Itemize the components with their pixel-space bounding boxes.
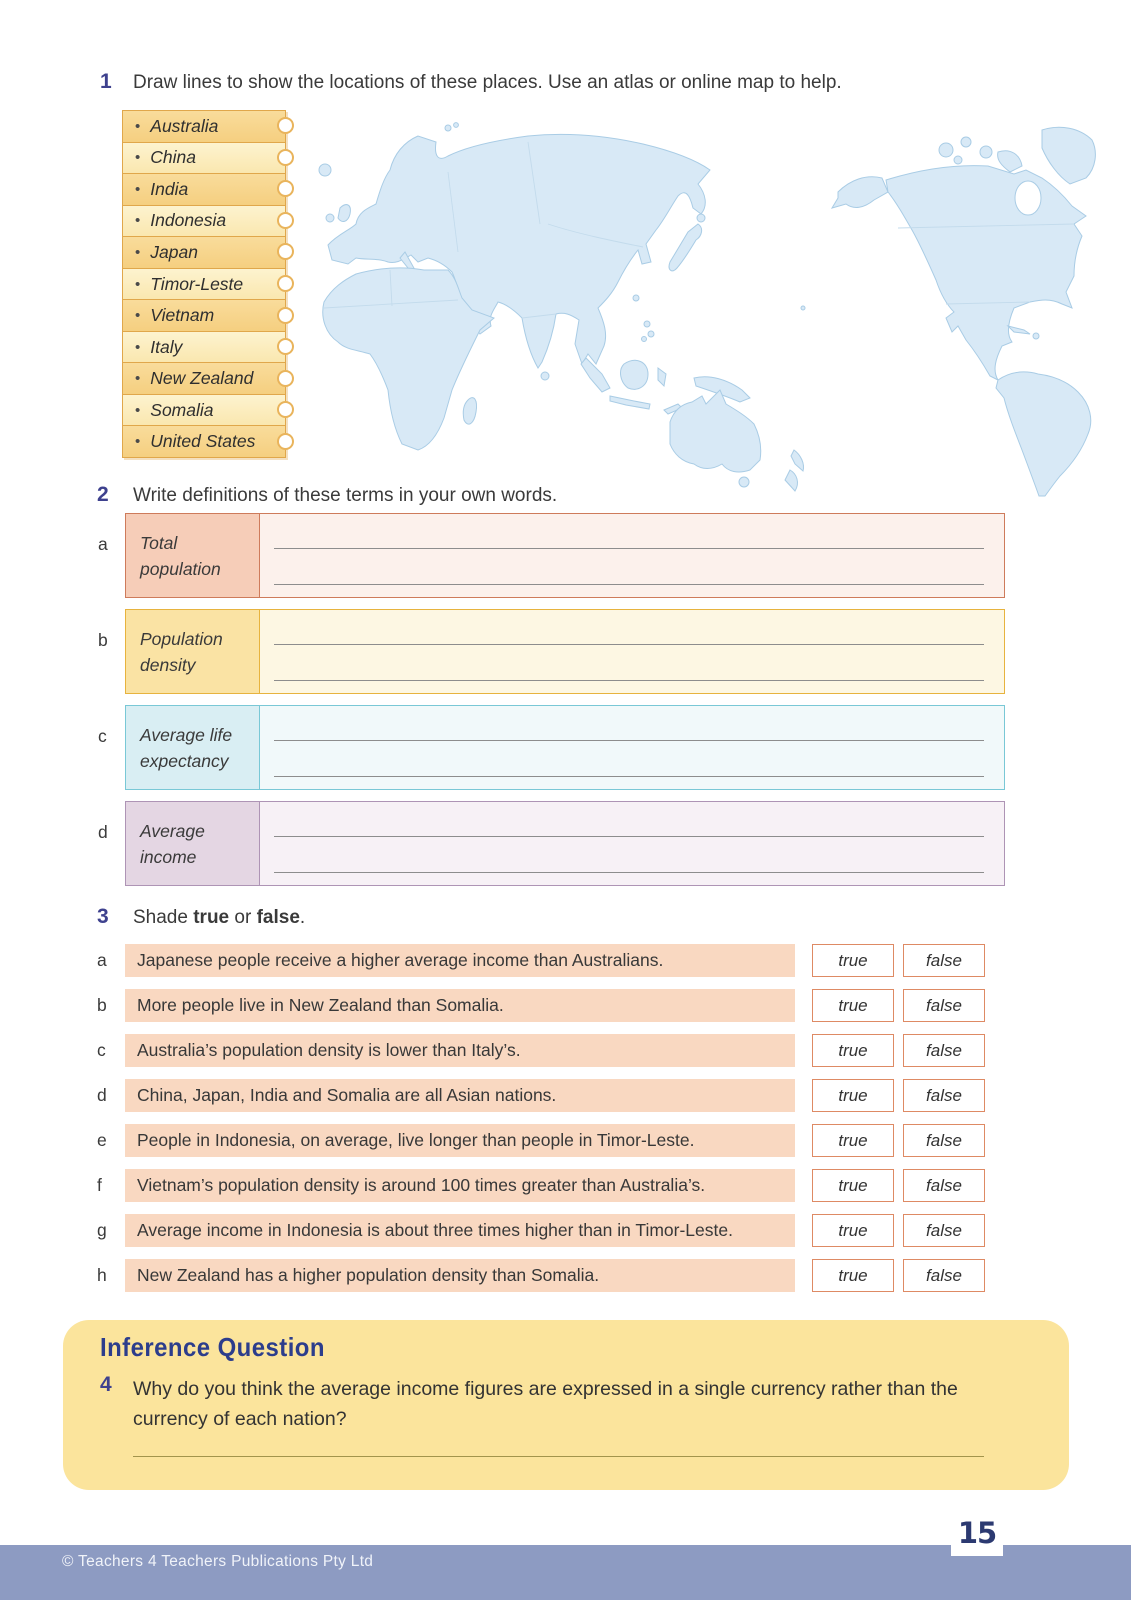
- connector-circle[interactable]: [277, 401, 294, 418]
- connector-circle[interactable]: [277, 370, 294, 387]
- definition-box-population-density: [98, 609, 1005, 694]
- places-list: [122, 110, 286, 458]
- page-number-tab: [951, 1511, 1003, 1556]
- false-button[interactable]: false: [903, 1169, 985, 1202]
- place-label: Australia: [150, 115, 219, 136]
- place-label: Vietnam: [150, 305, 215, 326]
- false-button[interactable]: false: [903, 989, 985, 1022]
- place-row[interactable]: [123, 332, 285, 364]
- statement-text: New Zealand has a higher population density than Somalia.: [125, 1259, 795, 1292]
- place-row[interactable]: [123, 269, 285, 301]
- statement-text: Australia’s population density is lower than Italy’s.: [125, 1034, 795, 1067]
- writing-line[interactable]: [274, 740, 984, 741]
- true-button[interactable]: true: [812, 944, 894, 977]
- copyright-text: © Teachers 4 Teachers Publications Pty Ltd: [62, 1553, 374, 1570]
- statement-row: [97, 1214, 985, 1247]
- definition-box-total-population: [98, 513, 1005, 598]
- definition-area: [260, 706, 1004, 789]
- definition-box-average-income: [98, 801, 1005, 886]
- inference-box: [63, 1320, 1069, 1490]
- true-button[interactable]: true: [812, 989, 894, 1022]
- true-button[interactable]: true: [812, 1169, 894, 1202]
- writing-line[interactable]: [274, 776, 984, 777]
- place-row[interactable]: [123, 143, 285, 175]
- bullet-icon: •: [135, 401, 141, 419]
- connector-circle[interactable]: [277, 307, 294, 324]
- page-number: 15: [957, 1516, 997, 1550]
- definition-box-life-expectancy: [98, 705, 1005, 790]
- true-button[interactable]: true: [812, 1079, 894, 1112]
- false-button[interactable]: false: [903, 944, 985, 977]
- statement-row: [97, 1034, 985, 1067]
- place-label: Somalia: [150, 399, 214, 420]
- definition-area: [260, 802, 1004, 885]
- footer-bar: [0, 1516, 1131, 1600]
- false-button[interactable]: false: [903, 1124, 985, 1157]
- item-letter: f: [97, 1175, 102, 1195]
- place-row[interactable]: [123, 111, 285, 143]
- place-row[interactable]: [123, 395, 285, 427]
- bullet-icon: •: [135, 433, 141, 451]
- place-label: Japan: [150, 241, 198, 262]
- place-label: United States: [150, 431, 256, 452]
- statement-text: Japanese people receive a higher average income than Australians.: [125, 944, 795, 977]
- true-button[interactable]: true: [812, 1124, 894, 1157]
- item-letter: c: [98, 726, 107, 746]
- item-letter: e: [97, 1130, 107, 1150]
- bullet-icon: •: [135, 338, 141, 356]
- connector-circle[interactable]: [277, 338, 294, 355]
- place-label: Indonesia: [150, 210, 227, 231]
- bullet-icon: •: [135, 117, 141, 135]
- inference-heading: Inference Question: [100, 1332, 325, 1362]
- item-letter: d: [98, 822, 108, 842]
- connector-circle[interactable]: [277, 180, 294, 197]
- connector-circle[interactable]: [277, 243, 294, 260]
- connector-circle[interactable]: [277, 117, 294, 134]
- writing-line[interactable]: [133, 1456, 984, 1457]
- item-letter: b: [97, 995, 107, 1015]
- item-letter: h: [97, 1265, 107, 1285]
- connector-circle[interactable]: [277, 275, 294, 292]
- bullet-icon: •: [135, 180, 141, 198]
- statement-text: Vietnam’s population density is around 100 times greater than Australia’s.: [125, 1169, 795, 1202]
- q4-prompt: Why do you think the average income figures are expressed in a single currency rather than the currency of each nation?: [133, 1378, 958, 1431]
- place-label: Timor-Leste: [150, 273, 244, 294]
- writing-line[interactable]: [274, 584, 984, 585]
- term-label: Average life expectancy: [126, 706, 260, 789]
- q2-prompt: Write definitions of these terms in your own words.: [133, 485, 558, 506]
- statement-row: [97, 1169, 985, 1202]
- writing-line[interactable]: [274, 872, 984, 873]
- q3-prompt: Shade true or false.: [133, 907, 306, 928]
- bullet-icon: •: [135, 243, 141, 261]
- statement-text: Average income in Indonesia is about three times higher than in Timor-Leste.: [125, 1214, 795, 1247]
- bullet-icon: •: [135, 370, 141, 388]
- writing-line[interactable]: [274, 548, 984, 549]
- statement-text: More people live in New Zealand than Somalia.: [125, 989, 795, 1022]
- true-button[interactable]: true: [812, 1259, 894, 1292]
- false-button[interactable]: false: [903, 1079, 985, 1112]
- statement-row: [97, 1124, 985, 1157]
- definition-area: [260, 610, 1004, 693]
- item-letter: g: [97, 1220, 107, 1240]
- statement-text: China, Japan, India and Somalia are all Asian nations.: [125, 1079, 795, 1112]
- item-letter: a: [98, 534, 108, 554]
- q2-number: 2: [97, 483, 109, 506]
- term-label: Population density: [126, 610, 260, 693]
- writing-line[interactable]: [274, 836, 984, 837]
- false-button[interactable]: false: [903, 1034, 985, 1067]
- connector-circle[interactable]: [277, 433, 294, 450]
- statement-row: [97, 1079, 985, 1112]
- place-label: China: [150, 147, 196, 168]
- bullet-icon: •: [135, 275, 141, 293]
- place-label: Italy: [150, 336, 183, 357]
- bullet-icon: •: [135, 307, 141, 325]
- world-map[interactable]: [298, 112, 1128, 497]
- q4-number: 4: [100, 1373, 112, 1396]
- statement-text: People in Indonesia, on average, live longer than people in Timor-Leste.: [125, 1124, 795, 1157]
- place-row[interactable]: [123, 206, 285, 238]
- place-row[interactable]: [123, 237, 285, 269]
- place-row[interactable]: [123, 174, 285, 206]
- writing-line[interactable]: [274, 680, 984, 681]
- true-button[interactable]: true: [812, 1214, 894, 1247]
- item-letter: a: [97, 950, 107, 970]
- true-button[interactable]: true: [812, 1034, 894, 1067]
- statement-row: [97, 1259, 985, 1292]
- connector-circle[interactable]: [277, 212, 294, 229]
- connector-circle[interactable]: [277, 149, 294, 166]
- statement-row: [97, 989, 985, 1022]
- place-row[interactable]: [123, 300, 285, 332]
- false-button[interactable]: false: [903, 1259, 985, 1292]
- bullet-icon: •: [135, 149, 141, 167]
- item-letter: c: [97, 1040, 106, 1060]
- term-label: Total population: [126, 514, 260, 597]
- q1-prompt: Draw lines to show the locations of these places. Use an atlas or online map to help.: [133, 72, 842, 93]
- q1-number: 1: [100, 70, 112, 93]
- place-label: India: [150, 178, 189, 199]
- writing-line[interactable]: [274, 644, 984, 645]
- q3-number: 3: [97, 905, 109, 928]
- item-letter: b: [98, 630, 108, 650]
- statement-row: [97, 944, 985, 977]
- place-label: New Zealand: [150, 368, 254, 389]
- term-label: Average income: [126, 802, 260, 885]
- definition-area: [260, 514, 1004, 597]
- false-button[interactable]: false: [903, 1214, 985, 1247]
- place-row[interactable]: [123, 363, 285, 395]
- place-row[interactable]: [123, 426, 285, 457]
- bullet-icon: •: [135, 212, 141, 230]
- item-letter: d: [97, 1085, 107, 1105]
